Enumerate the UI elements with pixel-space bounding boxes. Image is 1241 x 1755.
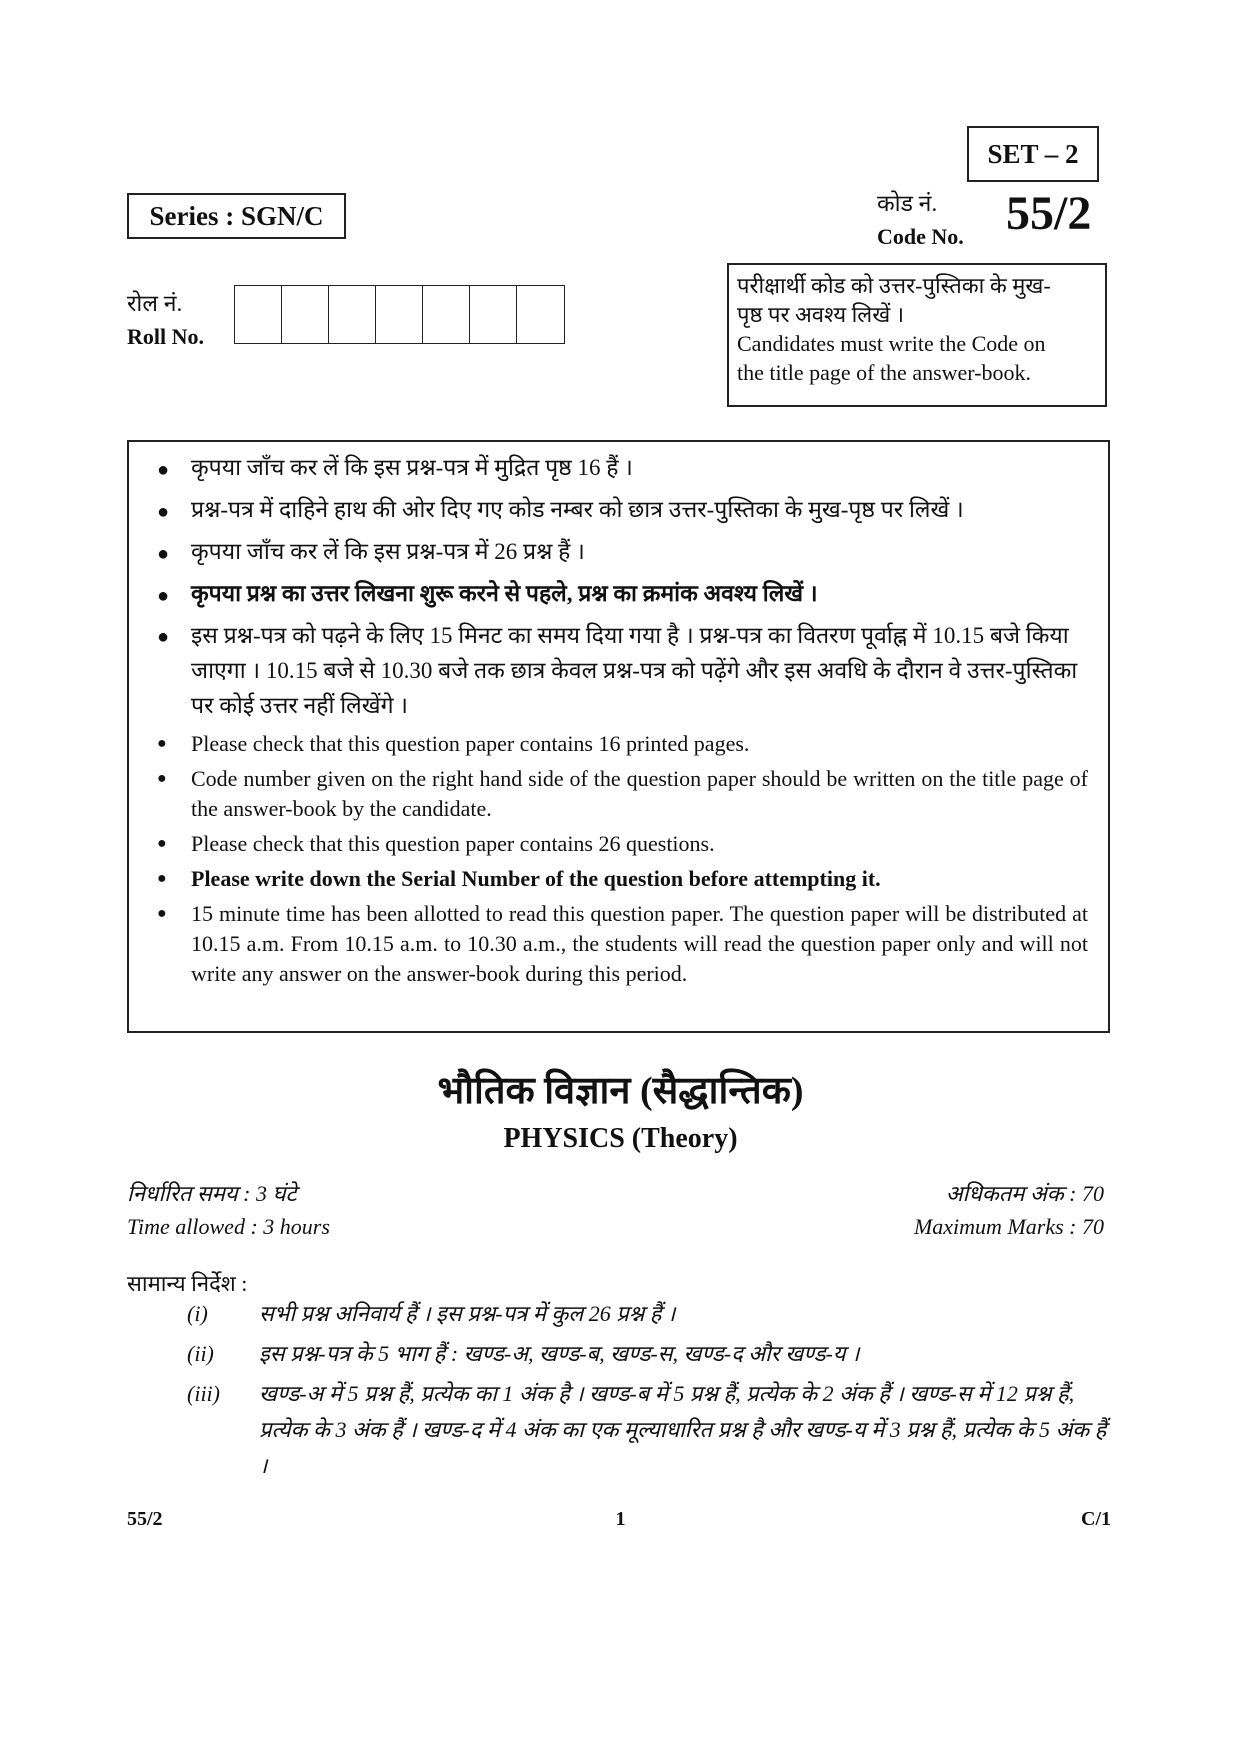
series-label: Series : SGN/C <box>127 193 346 239</box>
instructions-box <box>127 440 1110 1033</box>
page-number: 1 <box>615 1508 626 1530</box>
roll-number-cell[interactable] <box>470 286 517 343</box>
notice-line: Candidates must write the Code on <box>737 331 1046 356</box>
instruction-item-english: ● Please write down the Serial Number of the question before attempting it. <box>147 864 1088 894</box>
notice-line: पृष्ठ पर अवश्य लिखें । <box>737 302 905 327</box>
code-label-hindi: कोड नं. <box>877 191 938 216</box>
general-instructions-heading: सामान्य निर्देश : <box>127 1271 248 1296</box>
bullet-icon: ● <box>157 905 167 922</box>
roll-number-boxes[interactable] <box>234 285 565 344</box>
subject-title-english: PHYSICS (Theory) <box>503 1123 738 1154</box>
item-number: (ii) <box>187 1341 214 1366</box>
max-marks-english: Maximum Marks : 70 <box>913 1214 1104 1239</box>
notice-line: परीक्षार्थी कोड को उत्तर-पुस्तिका के मुख- <box>737 273 1051 298</box>
roll-number-cell[interactable] <box>329 286 376 343</box>
general-instruction-item <box>127 1336 1110 1372</box>
code-notice-box <box>727 263 1107 407</box>
instruction-item-hindi: ● कृपया जाँच कर लें कि इस प्रश्न-पत्र में मुद्रित पृष्ठ 16 हैं । <box>147 450 1088 486</box>
instruction-item-english: ● Please check that this question paper contains 16 printed pages. <box>147 729 1088 759</box>
roll-number-cell[interactable] <box>423 286 470 343</box>
general-instruction-item <box>127 1296 1110 1332</box>
roll-number-cell[interactable] <box>376 286 423 343</box>
instruction-item-hindi: ● कृपया जाँच कर लें कि इस प्रश्न-पत्र में 26 प्रश्न हैं । <box>147 534 1088 570</box>
item-number: (i) <box>187 1301 208 1326</box>
bullet-icon: ● <box>157 626 170 648</box>
item-text: खण्ड-अ में 5 प्रश्न हैं, प्रत्येक का 1 अंक है । खण्ड-ब में 5 प्रश्न हैं, प्रत्येक के 2 अंक हैं । खण्ड-स में 12 प्रश्न हैं, प्रत्येक के 3 अंक हैं । खण्ड-द में 4 अंक का एक मूल्याधारित प्रश्न है और खण्ड-य में 3 प्रश्न हैं, प्रत्येक के 5 अंक हैं । <box>259 1381 1107 1478</box>
time-allowed-english: Time allowed : 3 hours <box>127 1214 330 1239</box>
instruction-item-hindi: ● कृपया प्रश्न का उत्तर लिखना शुरू करने से पहले, प्रश्न का क्रमांक अवश्य लिखें । <box>147 576 1088 612</box>
time-allowed-hindi: निर्धारित समय : 3 घंटे <box>127 1181 297 1206</box>
item-number: (iii) <box>187 1381 220 1406</box>
bullet-icon: ● <box>157 870 167 887</box>
roll-number-cell[interactable] <box>282 286 329 343</box>
instruction-item-english: ● Please check that this question paper contains 26 questions. <box>147 829 1088 859</box>
roll-label-english: Roll No. <box>127 324 204 349</box>
code-label-english: Code No. <box>877 224 964 249</box>
footer-set-code: C/1 <box>1081 1508 1111 1530</box>
item-text: सभी प्रश्न अनिवार्य हैं । इस प्रश्न-पत्र में कुल 26 प्रश्न हैं । <box>259 1301 676 1326</box>
bullet-icon: ● <box>157 585 170 607</box>
item-text: इस प्रश्न-पत्र के 5 भाग हैं : खण्ड-अ, खण्ड-ब, खण्ड-स, खण्ड-द और खण्ड-य । <box>259 1341 860 1366</box>
subject-title-hindi: भौतिक विज्ञान (सैद्धान्तिक) <box>437 1070 804 1112</box>
set-label: SET – 2 <box>967 126 1099 182</box>
bullet-icon: ● <box>157 835 167 852</box>
footer-code: 55/2 <box>127 1508 163 1530</box>
bullet-icon: ● <box>157 459 170 481</box>
instruction-item-english: ● 15 minute time has been allotted to read this question paper. The question paper will be distributed at 10.15 a.m. From 10.15 a.m. to 10.30 a.m., the students will read the question paper only and will not write any answer on the answer-book during this period. <box>157 901 1088 986</box>
max-marks-hindi: अधिकतम अंक : 70 <box>945 1181 1104 1206</box>
general-instruction-item <box>127 1376 1110 1484</box>
code-number: 55/2 <box>1006 187 1092 240</box>
instruction-item-hindi: ● प्रश्न-पत्र में दाहिने हाथ की ओर दिए गए कोड नम्बर को छात्र उत्तर-पुस्तिका के मुख-पृष्ठ पर लिखें । <box>147 492 1088 528</box>
instruction-item-english: ● Code number given on the right hand side of the question paper should be written on the title page of the answer-book by the candidate. <box>157 766 1088 821</box>
instruction-item-hindi: ● इस प्रश्न-पत्र को पढ़ने के लिए 15 मिनट का समय दिया गया है । प्रश्न-पत्र का वितरण पूर्वाह्न में 10.15 बजे किया जाएगा । 10.15 बजे से 10.30 बजे तक छात्र केवल प्रश्न-पत्र को पढ़ेंगे और इस अवधि के दौरान वे उत्तर-पुस्तिका पर कोई उत्तर नहीं लिखेंगे । <box>147 618 1088 723</box>
bullet-icon: ● <box>157 770 167 787</box>
bullet-icon: ● <box>157 543 170 565</box>
bullet-icon: ● <box>157 501 170 523</box>
notice-line: the title page of the answer-book. <box>737 360 1032 385</box>
roll-label-hindi: रोल नं. <box>127 291 183 316</box>
roll-number-cell[interactable] <box>235 286 282 343</box>
roll-number-cell[interactable] <box>517 286 564 343</box>
bullet-icon: ● <box>157 735 167 752</box>
